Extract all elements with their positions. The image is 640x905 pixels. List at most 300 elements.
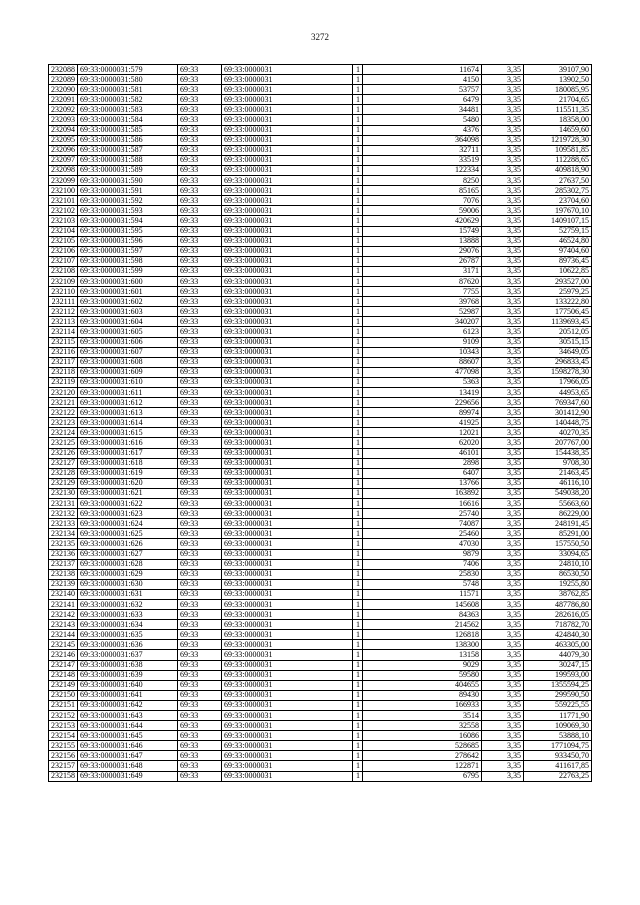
cadastral-district-cell: 69:33 (178, 549, 222, 559)
count-cell: 1 (353, 771, 363, 781)
cadastral-district-cell: 69:33 (178, 559, 222, 569)
table-row (49, 468, 592, 478)
cadastral-number-cell: 69:33:0000031:633 (78, 610, 178, 620)
cadastral-block-cell: 69:33:0000031 (222, 559, 353, 569)
cadastral-district-cell: 69:33 (178, 660, 222, 670)
cadastral-district-cell: 69:33 (178, 125, 222, 135)
cadastral-value-cell: 409818,90 (524, 165, 592, 175)
table-row (49, 711, 592, 721)
cadastral-value-cell: 86530,50 (524, 569, 592, 579)
count-cell: 1 (353, 236, 363, 246)
cadastral-block-cell: 69:33:0000031 (222, 125, 353, 135)
cadastral-district-cell: 69:33 (178, 761, 222, 771)
area-cell: 8250 (363, 176, 482, 186)
specific-value-cell: 3,35 (482, 377, 524, 387)
cadastral-block-cell: 69:33:0000031 (222, 176, 353, 186)
table-row (49, 236, 592, 246)
cadastral-number-cell: 69:33:0000031:606 (78, 337, 178, 347)
table-row (49, 85, 592, 95)
cadastral-district-cell: 69:33 (178, 418, 222, 428)
area-cell: 3514 (363, 711, 482, 721)
cadastral-number-cell: 69:33:0000031:598 (78, 256, 178, 266)
cadastral-district-cell: 69:33 (178, 367, 222, 377)
count-cell: 1 (353, 589, 363, 599)
area-cell: 25740 (363, 509, 482, 519)
cadastral-number-cell: 69:33:0000031:641 (78, 690, 178, 700)
cadastral-block-cell: 69:33:0000031 (222, 620, 353, 630)
cadastral-district-cell: 69:33 (178, 458, 222, 468)
cadastral-number-cell: 69:33:0000031:623 (78, 509, 178, 519)
table-row (49, 680, 592, 690)
row-number-cell: 232136 (49, 549, 78, 559)
row-number-cell: 232144 (49, 630, 78, 640)
cadastral-district-cell: 69:33 (178, 771, 222, 781)
specific-value-cell: 3,35 (482, 246, 524, 256)
area-cell: 34481 (363, 105, 482, 115)
area-cell: 7406 (363, 559, 482, 569)
area-cell: 145608 (363, 599, 482, 609)
count-cell: 1 (353, 418, 363, 428)
area-cell: 9879 (363, 549, 482, 559)
table-row (49, 519, 592, 529)
row-number-cell: 232112 (49, 307, 78, 317)
specific-value-cell: 3,35 (482, 549, 524, 559)
row-number-cell: 232143 (49, 620, 78, 630)
specific-value-cell: 3,35 (482, 367, 524, 377)
row-number-cell: 232095 (49, 135, 78, 145)
cadastral-district-cell: 69:33 (178, 700, 222, 710)
cadastral-value-cell: 424840,30 (524, 630, 592, 640)
row-number-cell: 232101 (49, 196, 78, 206)
cadastral-value-cell: 293527,00 (524, 276, 592, 286)
count-cell: 1 (353, 398, 363, 408)
cadastral-number-cell: 69:33:0000031:648 (78, 761, 178, 771)
row-number-cell: 232093 (49, 115, 78, 125)
area-cell: 15749 (363, 226, 482, 236)
count-cell: 1 (353, 135, 363, 145)
count-cell: 1 (353, 95, 363, 105)
specific-value-cell: 3,35 (482, 75, 524, 85)
cadastral-block-cell: 69:33:0000031 (222, 610, 353, 620)
row-number-cell: 232152 (49, 711, 78, 721)
cadastral-district-cell: 69:33 (178, 85, 222, 95)
cadastral-value-cell: 19255,80 (524, 579, 592, 589)
cadastral-value-cell: 11771,90 (524, 711, 592, 721)
cadastral-value-cell: 411617,85 (524, 761, 592, 771)
count-cell: 1 (353, 569, 363, 579)
cadastral-number-cell: 69:33:0000031:622 (78, 499, 178, 509)
row-number-cell: 232106 (49, 246, 78, 256)
area-cell: 278642 (363, 751, 482, 761)
count-cell: 1 (353, 579, 363, 589)
cadastral-number-cell: 69:33:0000031:594 (78, 216, 178, 226)
count-cell: 1 (353, 347, 363, 357)
specific-value-cell: 3,35 (482, 135, 524, 145)
specific-value-cell: 3,35 (482, 509, 524, 519)
cadastral-number-cell: 69:33:0000031:634 (78, 620, 178, 630)
table-row (49, 488, 592, 498)
cadastral-block-cell: 69:33:0000031 (222, 771, 353, 781)
cadastral-value-cell: 109581,85 (524, 145, 592, 155)
cadastral-district-cell: 69:33 (178, 438, 222, 448)
cadastral-number-cell: 69:33:0000031:600 (78, 276, 178, 286)
cadastral-district-cell: 69:33 (178, 610, 222, 620)
specific-value-cell: 3,35 (482, 388, 524, 398)
cadastral-block-cell: 69:33:0000031 (222, 509, 353, 519)
area-cell: 12021 (363, 428, 482, 438)
cadastral-block-cell: 69:33:0000031 (222, 327, 353, 337)
row-number-cell: 232126 (49, 448, 78, 458)
count-cell: 1 (353, 337, 363, 347)
count-cell: 1 (353, 700, 363, 710)
cadastral-number-cell: 69:33:0000031:604 (78, 317, 178, 327)
specific-value-cell: 3,35 (482, 287, 524, 297)
count-cell: 1 (353, 499, 363, 509)
cadastral-district-cell: 69:33 (178, 206, 222, 216)
specific-value-cell: 3,35 (482, 640, 524, 650)
cadastral-block-cell: 69:33:0000031 (222, 347, 353, 357)
cadastral-value-cell: 299590,50 (524, 690, 592, 700)
count-cell: 1 (353, 488, 363, 498)
count-cell: 1 (353, 287, 363, 297)
area-cell: 4376 (363, 125, 482, 135)
row-number-cell: 232094 (49, 125, 78, 135)
cadastral-number-cell: 69:33:0000031:638 (78, 660, 178, 670)
cadastral-number-cell: 69:33:0000031:588 (78, 155, 178, 165)
table-row (49, 690, 592, 700)
area-cell: 122871 (363, 761, 482, 771)
cadastral-block-cell: 69:33:0000031 (222, 418, 353, 428)
area-cell: 89974 (363, 408, 482, 418)
cadastral-number-cell: 69:33:0000031:621 (78, 488, 178, 498)
row-number-cell: 232132 (49, 509, 78, 519)
specific-value-cell: 3,35 (482, 125, 524, 135)
cadastral-district-cell: 69:33 (178, 226, 222, 236)
cadastral-value-cell: 27637,50 (524, 176, 592, 186)
cadastral-block-cell: 69:33:0000031 (222, 428, 353, 438)
row-number-cell: 232151 (49, 700, 78, 710)
table-body (49, 65, 592, 782)
cadastral-district-cell: 69:33 (178, 721, 222, 731)
table-row (49, 256, 592, 266)
cadastral-value-cell: 487786,80 (524, 599, 592, 609)
cadastral-number-cell: 69:33:0000031:642 (78, 700, 178, 710)
cadastral-number-cell: 69:33:0000031:636 (78, 640, 178, 650)
cadastral-district-cell: 69:33 (178, 539, 222, 549)
cadastral-block-cell: 69:33:0000031 (222, 731, 353, 741)
area-cell: 11571 (363, 589, 482, 599)
cadastral-block-cell: 69:33:0000031 (222, 408, 353, 418)
row-number-cell: 232153 (49, 721, 78, 731)
cadastral-block-cell: 69:33:0000031 (222, 135, 353, 145)
row-number-cell: 232138 (49, 569, 78, 579)
cadastral-block-cell: 69:33:0000031 (222, 236, 353, 246)
row-number-cell: 232105 (49, 236, 78, 246)
cadastral-value-cell: 40270,35 (524, 428, 592, 438)
row-number-cell: 232115 (49, 337, 78, 347)
specific-value-cell: 3,35 (482, 347, 524, 357)
count-cell: 1 (353, 155, 363, 165)
count-cell: 1 (353, 670, 363, 680)
cadastral-number-cell: 69:33:0000031:628 (78, 559, 178, 569)
table-row (49, 246, 592, 256)
cadastral-value-cell: 1219728,30 (524, 135, 592, 145)
cadastral-value-cell: 44953,65 (524, 388, 592, 398)
table-row (49, 105, 592, 115)
specific-value-cell: 3,35 (482, 95, 524, 105)
cadastral-number-cell: 69:33:0000031:605 (78, 327, 178, 337)
cadastral-block-cell: 69:33:0000031 (222, 398, 353, 408)
row-number-cell: 232103 (49, 216, 78, 226)
area-cell: 13419 (363, 388, 482, 398)
specific-value-cell: 3,35 (482, 155, 524, 165)
area-cell: 166933 (363, 700, 482, 710)
count-cell: 1 (353, 357, 363, 367)
cadastral-value-cell: 301412,90 (524, 408, 592, 418)
area-cell: 87620 (363, 276, 482, 286)
area-cell: 6479 (363, 95, 482, 105)
cadastral-value-cell: 769347,60 (524, 398, 592, 408)
cadastral-number-cell: 69:33:0000031:583 (78, 105, 178, 115)
cadastral-block-cell: 69:33:0000031 (222, 700, 353, 710)
count-cell: 1 (353, 761, 363, 771)
cadastral-value-cell: 157550,50 (524, 539, 592, 549)
cadastral-district-cell: 69:33 (178, 569, 222, 579)
specific-value-cell: 3,35 (482, 317, 524, 327)
count-cell: 1 (353, 458, 363, 468)
specific-value-cell: 3,35 (482, 327, 524, 337)
cadastral-block-cell: 69:33:0000031 (222, 640, 353, 650)
area-cell: 47030 (363, 539, 482, 549)
specific-value-cell: 3,35 (482, 145, 524, 155)
count-cell: 1 (353, 650, 363, 660)
cadastral-district-cell: 69:33 (178, 347, 222, 357)
cadastral-block-cell: 69:33:0000031 (222, 367, 353, 377)
cadastral-district-cell: 69:33 (178, 176, 222, 186)
count-cell: 1 (353, 549, 363, 559)
row-number-cell: 232139 (49, 579, 78, 589)
cadastral-number-cell: 69:33:0000031:649 (78, 771, 178, 781)
area-cell: 420629 (363, 216, 482, 226)
cadastral-block-cell: 69:33:0000031 (222, 478, 353, 488)
cadastral-value-cell: 549038,20 (524, 488, 592, 498)
table-row (49, 398, 592, 408)
table-row (49, 317, 592, 327)
cadastral-block-cell: 69:33:0000031 (222, 690, 353, 700)
row-number-cell: 232157 (49, 761, 78, 771)
cadastral-district-cell: 69:33 (178, 65, 222, 75)
area-cell: 5748 (363, 579, 482, 589)
specific-value-cell: 3,35 (482, 65, 524, 75)
cadastral-block-cell: 69:33:0000031 (222, 468, 353, 478)
cadastral-value-cell: 39107,90 (524, 65, 592, 75)
cadastral-block-cell: 69:33:0000031 (222, 711, 353, 721)
cadastral-block-cell: 69:33:0000031 (222, 488, 353, 498)
row-number-cell: 232142 (49, 610, 78, 620)
cadastral-value-cell: 97404,60 (524, 246, 592, 256)
cadastral-value-cell: 55663,60 (524, 499, 592, 509)
area-cell: 46101 (363, 448, 482, 458)
cadastral-block-cell: 69:33:0000031 (222, 165, 353, 175)
cadastral-number-cell: 69:33:0000031:601 (78, 287, 178, 297)
table-row (49, 125, 592, 135)
table-row (49, 206, 592, 216)
table-row (49, 529, 592, 539)
table-row (49, 95, 592, 105)
table-row (49, 731, 592, 741)
cadastral-district-cell: 69:33 (178, 75, 222, 85)
cadastral-number-cell: 69:33:0000031:580 (78, 75, 178, 85)
specific-value-cell: 3,35 (482, 408, 524, 418)
row-number-cell: 232089 (49, 75, 78, 85)
area-cell: 53757 (363, 85, 482, 95)
row-number-cell: 232107 (49, 256, 78, 266)
cadastral-block-cell: 69:33:0000031 (222, 599, 353, 609)
cadastral-district-cell: 69:33 (178, 317, 222, 327)
area-cell: 16616 (363, 499, 482, 509)
cadastral-number-cell: 69:33:0000031:629 (78, 569, 178, 579)
table-row (49, 660, 592, 670)
row-number-cell: 232130 (49, 488, 78, 498)
cadastral-value-cell: 1409107,15 (524, 216, 592, 226)
cadastral-number-cell: 69:33:0000031:603 (78, 307, 178, 317)
cadastral-block-cell: 69:33:0000031 (222, 105, 353, 115)
area-cell: 26787 (363, 256, 482, 266)
cadastral-number-cell: 69:33:0000031:639 (78, 670, 178, 680)
cadastral-district-cell: 69:33 (178, 246, 222, 256)
cadastral-number-cell: 69:33:0000031:597 (78, 246, 178, 256)
cadastral-value-cell: 17966,05 (524, 377, 592, 387)
table-row (49, 266, 592, 276)
cadastral-value-cell: 86229,00 (524, 509, 592, 519)
count-cell: 1 (353, 85, 363, 95)
cadastral-block-cell: 69:33:0000031 (222, 529, 353, 539)
area-cell: 29076 (363, 246, 482, 256)
specific-value-cell: 3,35 (482, 458, 524, 468)
cadastral-value-cell: 248191,45 (524, 519, 592, 529)
cadastral-block-cell: 69:33:0000031 (222, 196, 353, 206)
area-cell: 6123 (363, 327, 482, 337)
area-cell: 10343 (363, 347, 482, 357)
specific-value-cell: 3,35 (482, 256, 524, 266)
count-cell: 1 (353, 226, 363, 236)
area-cell: 13158 (363, 650, 482, 660)
area-cell: 9029 (363, 660, 482, 670)
row-number-cell: 232098 (49, 165, 78, 175)
table-row (49, 226, 592, 236)
area-cell: 5480 (363, 115, 482, 125)
table-row (49, 579, 592, 589)
cadastral-value-cell: 30247,15 (524, 660, 592, 670)
cadastral-value-cell: 1771094,75 (524, 741, 592, 751)
specific-value-cell: 3,35 (482, 499, 524, 509)
table-row (49, 165, 592, 175)
area-cell: 229656 (363, 398, 482, 408)
row-number-cell: 232088 (49, 65, 78, 75)
cadastral-district-cell: 69:33 (178, 388, 222, 398)
cadastral-number-cell: 69:33:0000031:614 (78, 418, 178, 428)
row-number-cell: 232096 (49, 145, 78, 155)
cadastral-value-cell: 46524,80 (524, 236, 592, 246)
count-cell: 1 (353, 206, 363, 216)
cadastral-number-cell: 69:33:0000031:625 (78, 529, 178, 539)
count-cell: 1 (353, 640, 363, 650)
table-row (49, 75, 592, 85)
table-row (49, 135, 592, 145)
cadastral-number-cell: 69:33:0000031:631 (78, 589, 178, 599)
count-cell: 1 (353, 145, 363, 155)
row-number-cell: 232110 (49, 287, 78, 297)
area-cell: 41925 (363, 418, 482, 428)
cadastral-district-cell: 69:33 (178, 519, 222, 529)
table-row (49, 700, 592, 710)
specific-value-cell: 3,35 (482, 529, 524, 539)
cadastral-district-cell: 69:33 (178, 488, 222, 498)
area-cell: 62020 (363, 438, 482, 448)
cadastral-block-cell: 69:33:0000031 (222, 751, 353, 761)
table-row (49, 448, 592, 458)
cadastral-number-cell: 69:33:0000031:585 (78, 125, 178, 135)
specific-value-cell: 3,35 (482, 599, 524, 609)
row-number-cell: 232158 (49, 771, 78, 781)
specific-value-cell: 3,35 (482, 569, 524, 579)
specific-value-cell: 3,35 (482, 206, 524, 216)
cadastral-block-cell: 69:33:0000031 (222, 216, 353, 226)
area-cell: 84363 (363, 610, 482, 620)
area-cell: 7755 (363, 287, 482, 297)
table-row (49, 458, 592, 468)
cadastral-block-cell: 69:33:0000031 (222, 519, 353, 529)
table-row (49, 367, 592, 377)
cadastral-district-cell: 69:33 (178, 256, 222, 266)
count-cell: 1 (353, 165, 363, 175)
row-number-cell: 232140 (49, 589, 78, 599)
area-cell: 477098 (363, 367, 482, 377)
cadastral-number-cell: 69:33:0000031:617 (78, 448, 178, 458)
specific-value-cell: 3,35 (482, 711, 524, 721)
count-cell: 1 (353, 246, 363, 256)
area-cell: 11674 (363, 65, 482, 75)
count-cell: 1 (353, 256, 363, 266)
cadastral-district-cell: 69:33 (178, 266, 222, 276)
cadastral-value-cell: 46116,10 (524, 478, 592, 488)
cadastral-number-cell: 69:33:0000031:620 (78, 478, 178, 488)
row-number-cell: 232091 (49, 95, 78, 105)
cadastral-block-cell: 69:33:0000031 (222, 377, 353, 387)
table-row (49, 408, 592, 418)
specific-value-cell: 3,35 (482, 610, 524, 620)
specific-value-cell: 3,35 (482, 468, 524, 478)
cadastral-number-cell: 69:33:0000031:602 (78, 297, 178, 307)
area-cell: 25830 (363, 569, 482, 579)
row-number-cell: 232133 (49, 519, 78, 529)
table-row (49, 539, 592, 549)
cadastral-district-cell: 69:33 (178, 620, 222, 630)
cadastral-district-cell: 69:33 (178, 377, 222, 387)
specific-value-cell: 3,35 (482, 297, 524, 307)
cadastral-number-cell: 69:33:0000031:610 (78, 377, 178, 387)
cadastral-number-cell: 69:33:0000031:640 (78, 680, 178, 690)
cadastral-district-cell: 69:33 (178, 428, 222, 438)
cadastral-district-cell: 69:33 (178, 216, 222, 226)
specific-value-cell: 3,35 (482, 741, 524, 751)
cadastral-block-cell: 69:33:0000031 (222, 660, 353, 670)
cadastral-value-cell: 25979,25 (524, 287, 592, 297)
cadastral-number-cell: 69:33:0000031:591 (78, 186, 178, 196)
specific-value-cell: 3,35 (482, 539, 524, 549)
specific-value-cell: 3,35 (482, 398, 524, 408)
specific-value-cell: 3,35 (482, 660, 524, 670)
